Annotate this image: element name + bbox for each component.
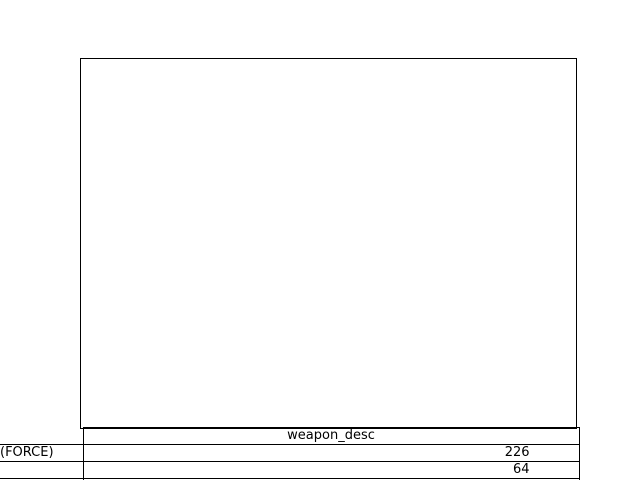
row-label: [0, 462, 83, 479]
row-label: (FORCE): [0, 445, 83, 462]
table-cell-value: 64: [83, 462, 579, 479]
table-header-row: [0, 428, 579, 445]
data-table: [0, 427, 580, 480]
table-cell-value: 226: [83, 445, 579, 462]
table-row: [0, 462, 579, 479]
table-corner: [0, 428, 83, 445]
column-header: weapon_desc: [83, 428, 579, 445]
plot-area: [80, 58, 577, 429]
table-row: [0, 445, 579, 462]
